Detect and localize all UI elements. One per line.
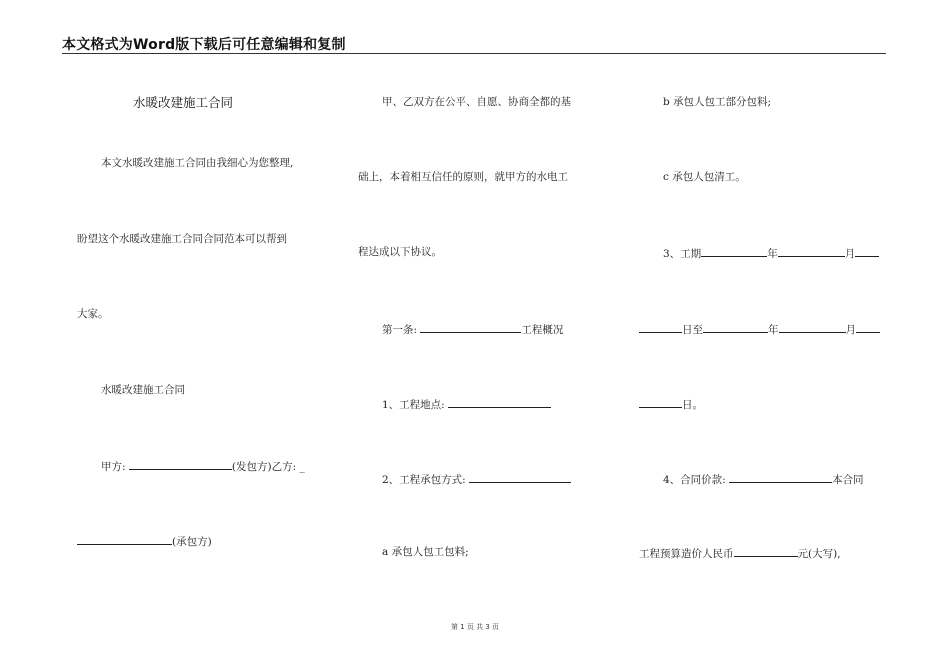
article-1-blank	[420, 321, 521, 333]
item-2b: b 承包人包工部分包料;	[663, 96, 772, 108]
intro-line-2: 盼望这个水暖改建施工合同合同范本可以帮到	[77, 233, 287, 245]
day-end-label: 日。	[682, 399, 703, 411]
item-1-line	[382, 396, 551, 412]
budget-suffix: 元(大写),	[797, 548, 841, 560]
item-2-line	[382, 471, 571, 487]
budget-blank	[734, 545, 798, 557]
year-label: 年	[767, 248, 778, 260]
intro-line-3: 大家。	[77, 308, 109, 320]
month2-label: 月	[845, 324, 856, 336]
end-day-blank	[639, 396, 682, 408]
header-title: 本文格式为Word版下载后可任意编辑和复制	[62, 37, 346, 53]
item-2c: c 承包人包清工。	[663, 171, 746, 183]
trail-blank-2	[856, 321, 880, 333]
party-a-trail: _	[299, 461, 305, 473]
year2-label: 年	[768, 324, 779, 336]
item-1-label: 1、工程地点:	[382, 399, 445, 411]
item-4-suffix: 本合同	[832, 474, 864, 486]
party-b-line	[77, 533, 212, 549]
party-a-role: (发包方)乙方:	[231, 461, 297, 473]
budget-label: 工程预算造价人民币	[639, 548, 734, 560]
contract-name: 水暖改建施工合同	[101, 384, 185, 396]
trail-blank	[855, 245, 879, 257]
budget-line	[639, 545, 841, 561]
article-1-title: 工程概况	[521, 324, 564, 336]
month-label: 月	[844, 248, 856, 260]
party-a-label: 甲方:	[101, 461, 126, 473]
item-3-label: 3、工期	[663, 248, 702, 260]
item-3-line	[663, 245, 879, 261]
para-line-2: 础上，本着相互信任的原则，就甲方的水电工	[358, 171, 568, 183]
article-1-label: 第一条:	[382, 324, 418, 336]
page-footer: 第 1 页 共 3 页	[450, 623, 500, 631]
end-month-blank	[779, 321, 846, 333]
party-b-role: (承包方)	[172, 536, 212, 548]
item-2a: a 承包人包工包料;	[382, 546, 469, 558]
start-day-blank	[639, 321, 682, 333]
day-to-label: 日至	[682, 324, 703, 336]
month-blank	[778, 245, 845, 257]
end-day-line	[639, 396, 703, 412]
end-year-blank	[703, 321, 768, 333]
para-line-3: 程达成以下协议。	[358, 246, 442, 258]
item-4-line	[663, 471, 864, 487]
item-2-blank	[469, 471, 571, 483]
year-blank	[701, 245, 767, 257]
price-blank	[729, 471, 832, 483]
party-b-blank	[77, 533, 172, 545]
article-1-line	[382, 321, 563, 337]
period-line	[639, 321, 880, 337]
header-divider	[62, 53, 886, 54]
party-a-blank	[129, 458, 232, 470]
para-line-1: 甲、乙双方在公平、自愿、协商全都的基	[382, 96, 571, 108]
document-title: 水暖改建施工合同	[133, 95, 234, 110]
intro-line-1: 本文水暖改建施工合同由我细心为您整理,	[101, 157, 294, 169]
item-2-label: 2、工程承包方式:	[382, 474, 466, 486]
item-4-label: 4、合同价款:	[663, 474, 726, 486]
item-1-blank	[448, 396, 551, 408]
party-a-line	[101, 458, 305, 474]
